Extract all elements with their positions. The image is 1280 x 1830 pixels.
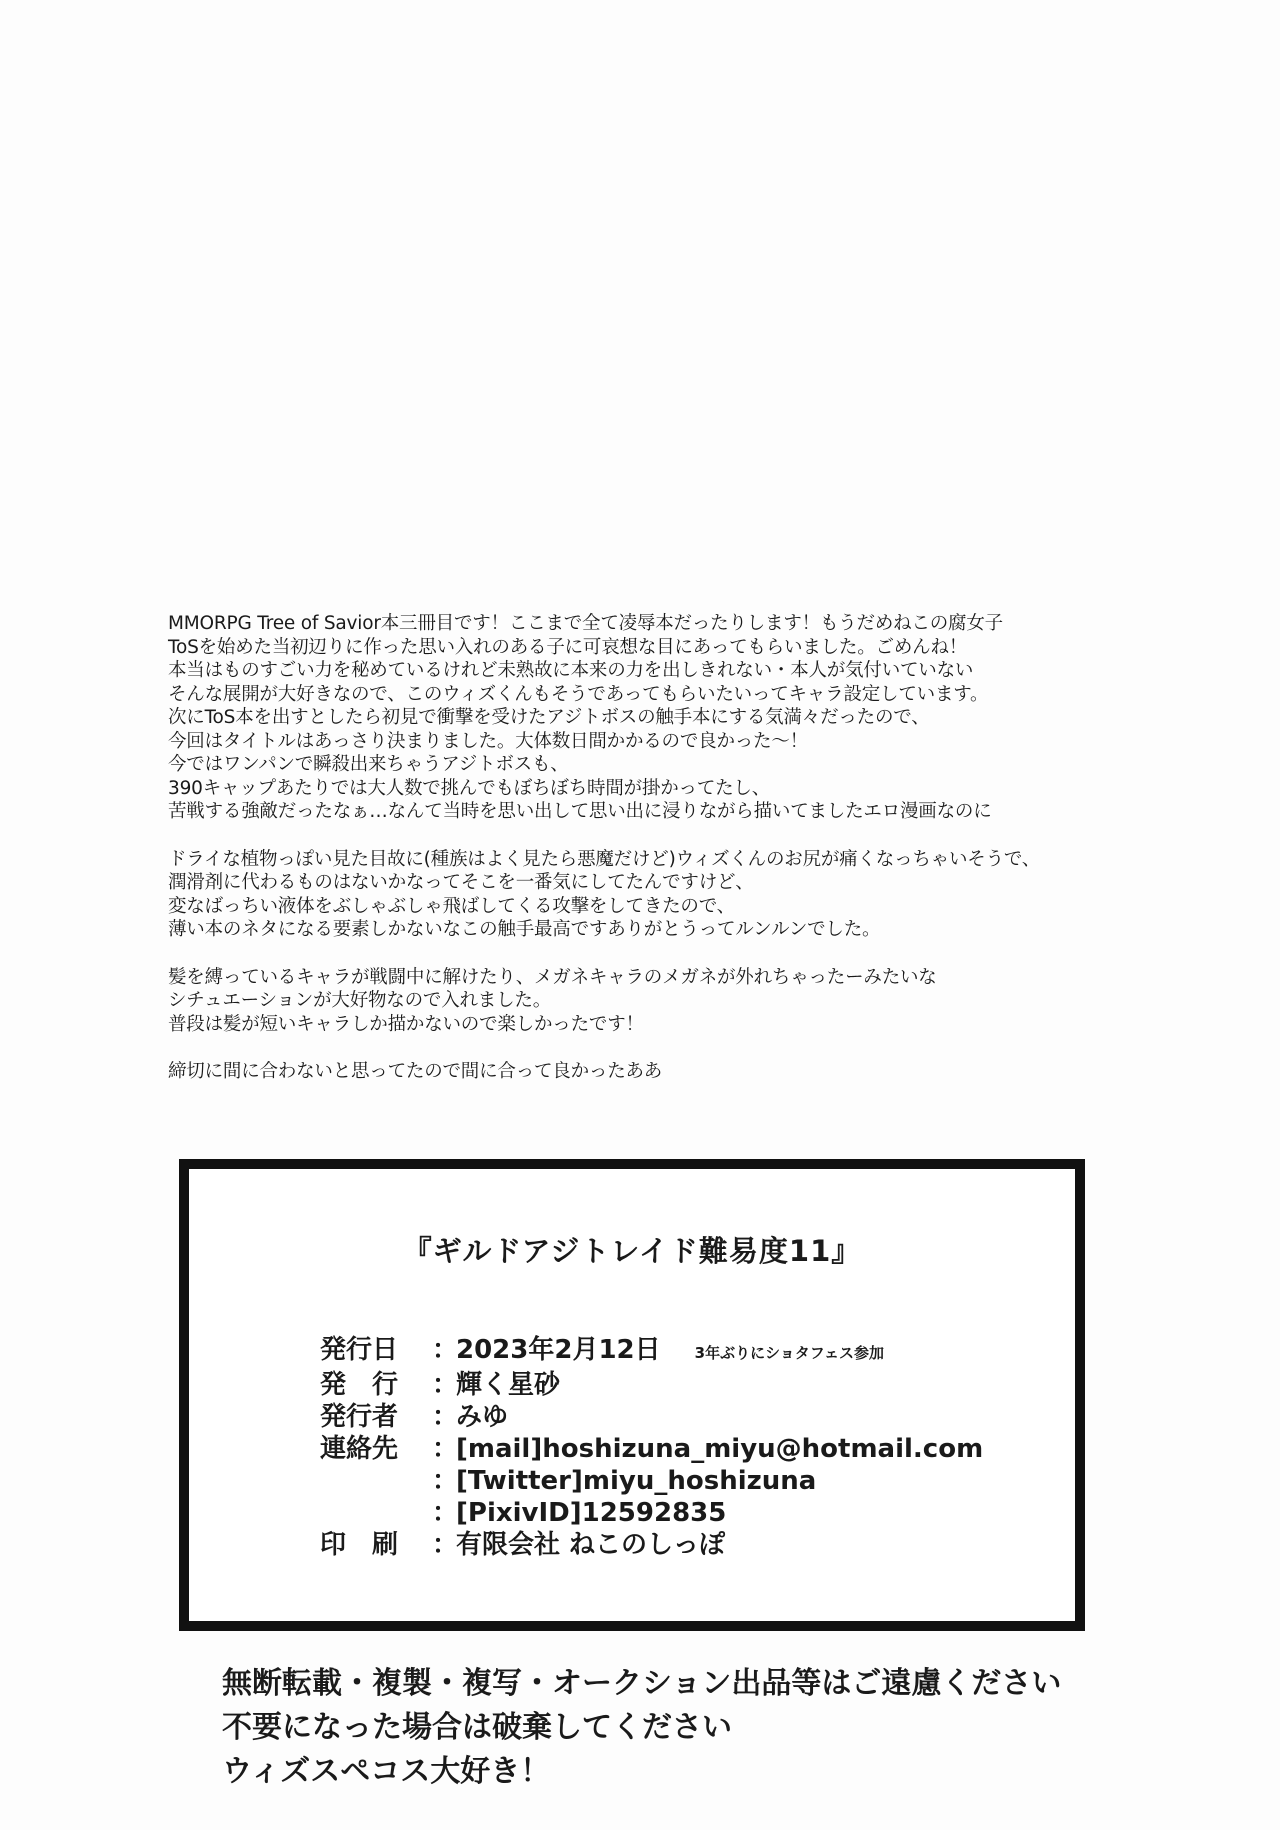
afterword-text: [168, 612, 1128, 1108]
colophon-title: 『ギルドアジトレイド難易度11』: [402, 1234, 862, 1268]
colophon-colon: ：: [432, 1434, 459, 1464]
afterword-line: 苦戦する強敵だったなぁ…なんて当時を思い出して思い出に浸りながら描いてましたエロ漫画なのに: [168, 801, 992, 822]
colophon-label: 発行日: [320, 1335, 399, 1365]
afterword-line: 締切に間に合わないと思ってたので間に合って良かったああ: [168, 1061, 663, 1082]
colophon-value: 有限会社 ねこのしっぽ: [456, 1530, 726, 1560]
colophon-value: 2023年2月12日: [456, 1335, 661, 1365]
colophon-row-printer: [320, 1529, 983, 1561]
notice-line: 不要になった場合は破棄してください: [222, 1710, 732, 1745]
colophon-row-date: [320, 1334, 983, 1369]
afterword-line: 今回はタイトルはあっさり決まりました。大体数日間かかるので良かった〜！: [168, 730, 808, 752]
notice-line: ウィズスペコス大好き！: [222, 1754, 551, 1789]
colophon-value: [Twitter]miyu_hoshizuna: [456, 1466, 817, 1496]
colophon-colon: ：: [432, 1370, 459, 1400]
colophon-row-contact-pixiv: [320, 1497, 983, 1529]
afterword-line: ToSを始めた当初辺りに作った思い入れのある子に可哀想な目にあってもらいました。ごめんね！: [168, 636, 968, 658]
colophon-row-circle: [320, 1369, 983, 1401]
notice-line: 無断転載・複製・複写・オークション出品等はご遠慮ください: [222, 1666, 1062, 1701]
colophon-box: [179, 1159, 1085, 1631]
colophon-value: [mail]hoshizuna_miyu@hotmail.com: [456, 1434, 984, 1464]
colophon-table: [320, 1334, 983, 1561]
colophon-label: 連絡先: [320, 1434, 399, 1464]
afterword-line: 潤滑剤に代わるものはないかなってそこを一番気にしてたんですけど、: [168, 872, 754, 893]
colophon-colon: ：: [432, 1335, 459, 1365]
afterword-line: 変なばっちい液体をぶしゃぶしゃ飛ばしてくる攻撃をしてきたので、: [168, 895, 735, 917]
afterword-paragraph: [168, 1060, 1128, 1084]
afterword-line: シチュエーションが大好物なので入れました。: [168, 990, 552, 1011]
colophon-note: 3年ぶりにショタフェス参加: [694, 1344, 885, 1362]
notice-text: [222, 1662, 1061, 1794]
afterword-paragraph: [168, 612, 1128, 824]
colophon-label: 発 行: [320, 1370, 399, 1400]
colophon-value: みゆ: [456, 1402, 509, 1432]
afterword-line: 本当はものすごい力を秘めているけれど未熟故に本来の力を出しきれない・本人が気付いていない: [168, 660, 974, 681]
colophon-row-contact-mail: [320, 1433, 983, 1465]
colophon-colon: ：: [432, 1498, 459, 1528]
afterword-line: 次にToS本を出すとしたら初見で衝撃を受けたアジトボスの触手本にする気満々だったので、: [168, 707, 930, 728]
colophon-colon: ：: [432, 1530, 459, 1560]
colophon-value: [PixivID]12592835: [456, 1498, 727, 1528]
afterword-line: そんな展開が大好きなので、このウィズくんもそうであってもらいたいってキャラ設定しています。: [168, 683, 989, 705]
afterword-line: 普段は髪が短いキャラしか描かないので楽しかったです！: [168, 1013, 644, 1035]
afterword-line: 390キャップあたりでは大人数で挑んでもぼちぼち時間が掛かってたし、: [168, 777, 771, 799]
afterword-line: ドライな植物っぽい見た目故に(種族はよく見たら悪魔だけど)ウィズくんのお尻が痛くなっちゃいそうで、: [168, 848, 1041, 870]
afterword-paragraph: [168, 848, 1128, 942]
afterword-line: 今ではワンパンで瞬殺出来ちゃうアジトボスも、: [168, 754, 569, 775]
afterword-paragraph: [168, 966, 1128, 1037]
colophon-label: 発行者: [320, 1402, 399, 1432]
afterword-line: MMORPG Tree of Savior本三冊目です！ここまで全て凌辱本だったりします！もうだめねこの腐女子: [168, 613, 1003, 634]
colophon-colon: ：: [432, 1466, 459, 1496]
colophon-colon: ：: [432, 1402, 459, 1432]
colophon-row-contact-twitter: [320, 1465, 983, 1497]
colophon-row-publisher: [320, 1401, 983, 1433]
colophon-label: 印 刷: [320, 1530, 399, 1560]
colophon-value: 輝く星砂: [456, 1370, 561, 1400]
afterword-line: 薄い本のネタになる要素しかないなこの触手最高ですありがとうってルンルンでした。: [168, 919, 881, 940]
afterword-line: 髪を縛っているキャラが戦闘中に解けたり、メガネキャラのメガネが外れちゃったーみたいな: [168, 966, 937, 988]
